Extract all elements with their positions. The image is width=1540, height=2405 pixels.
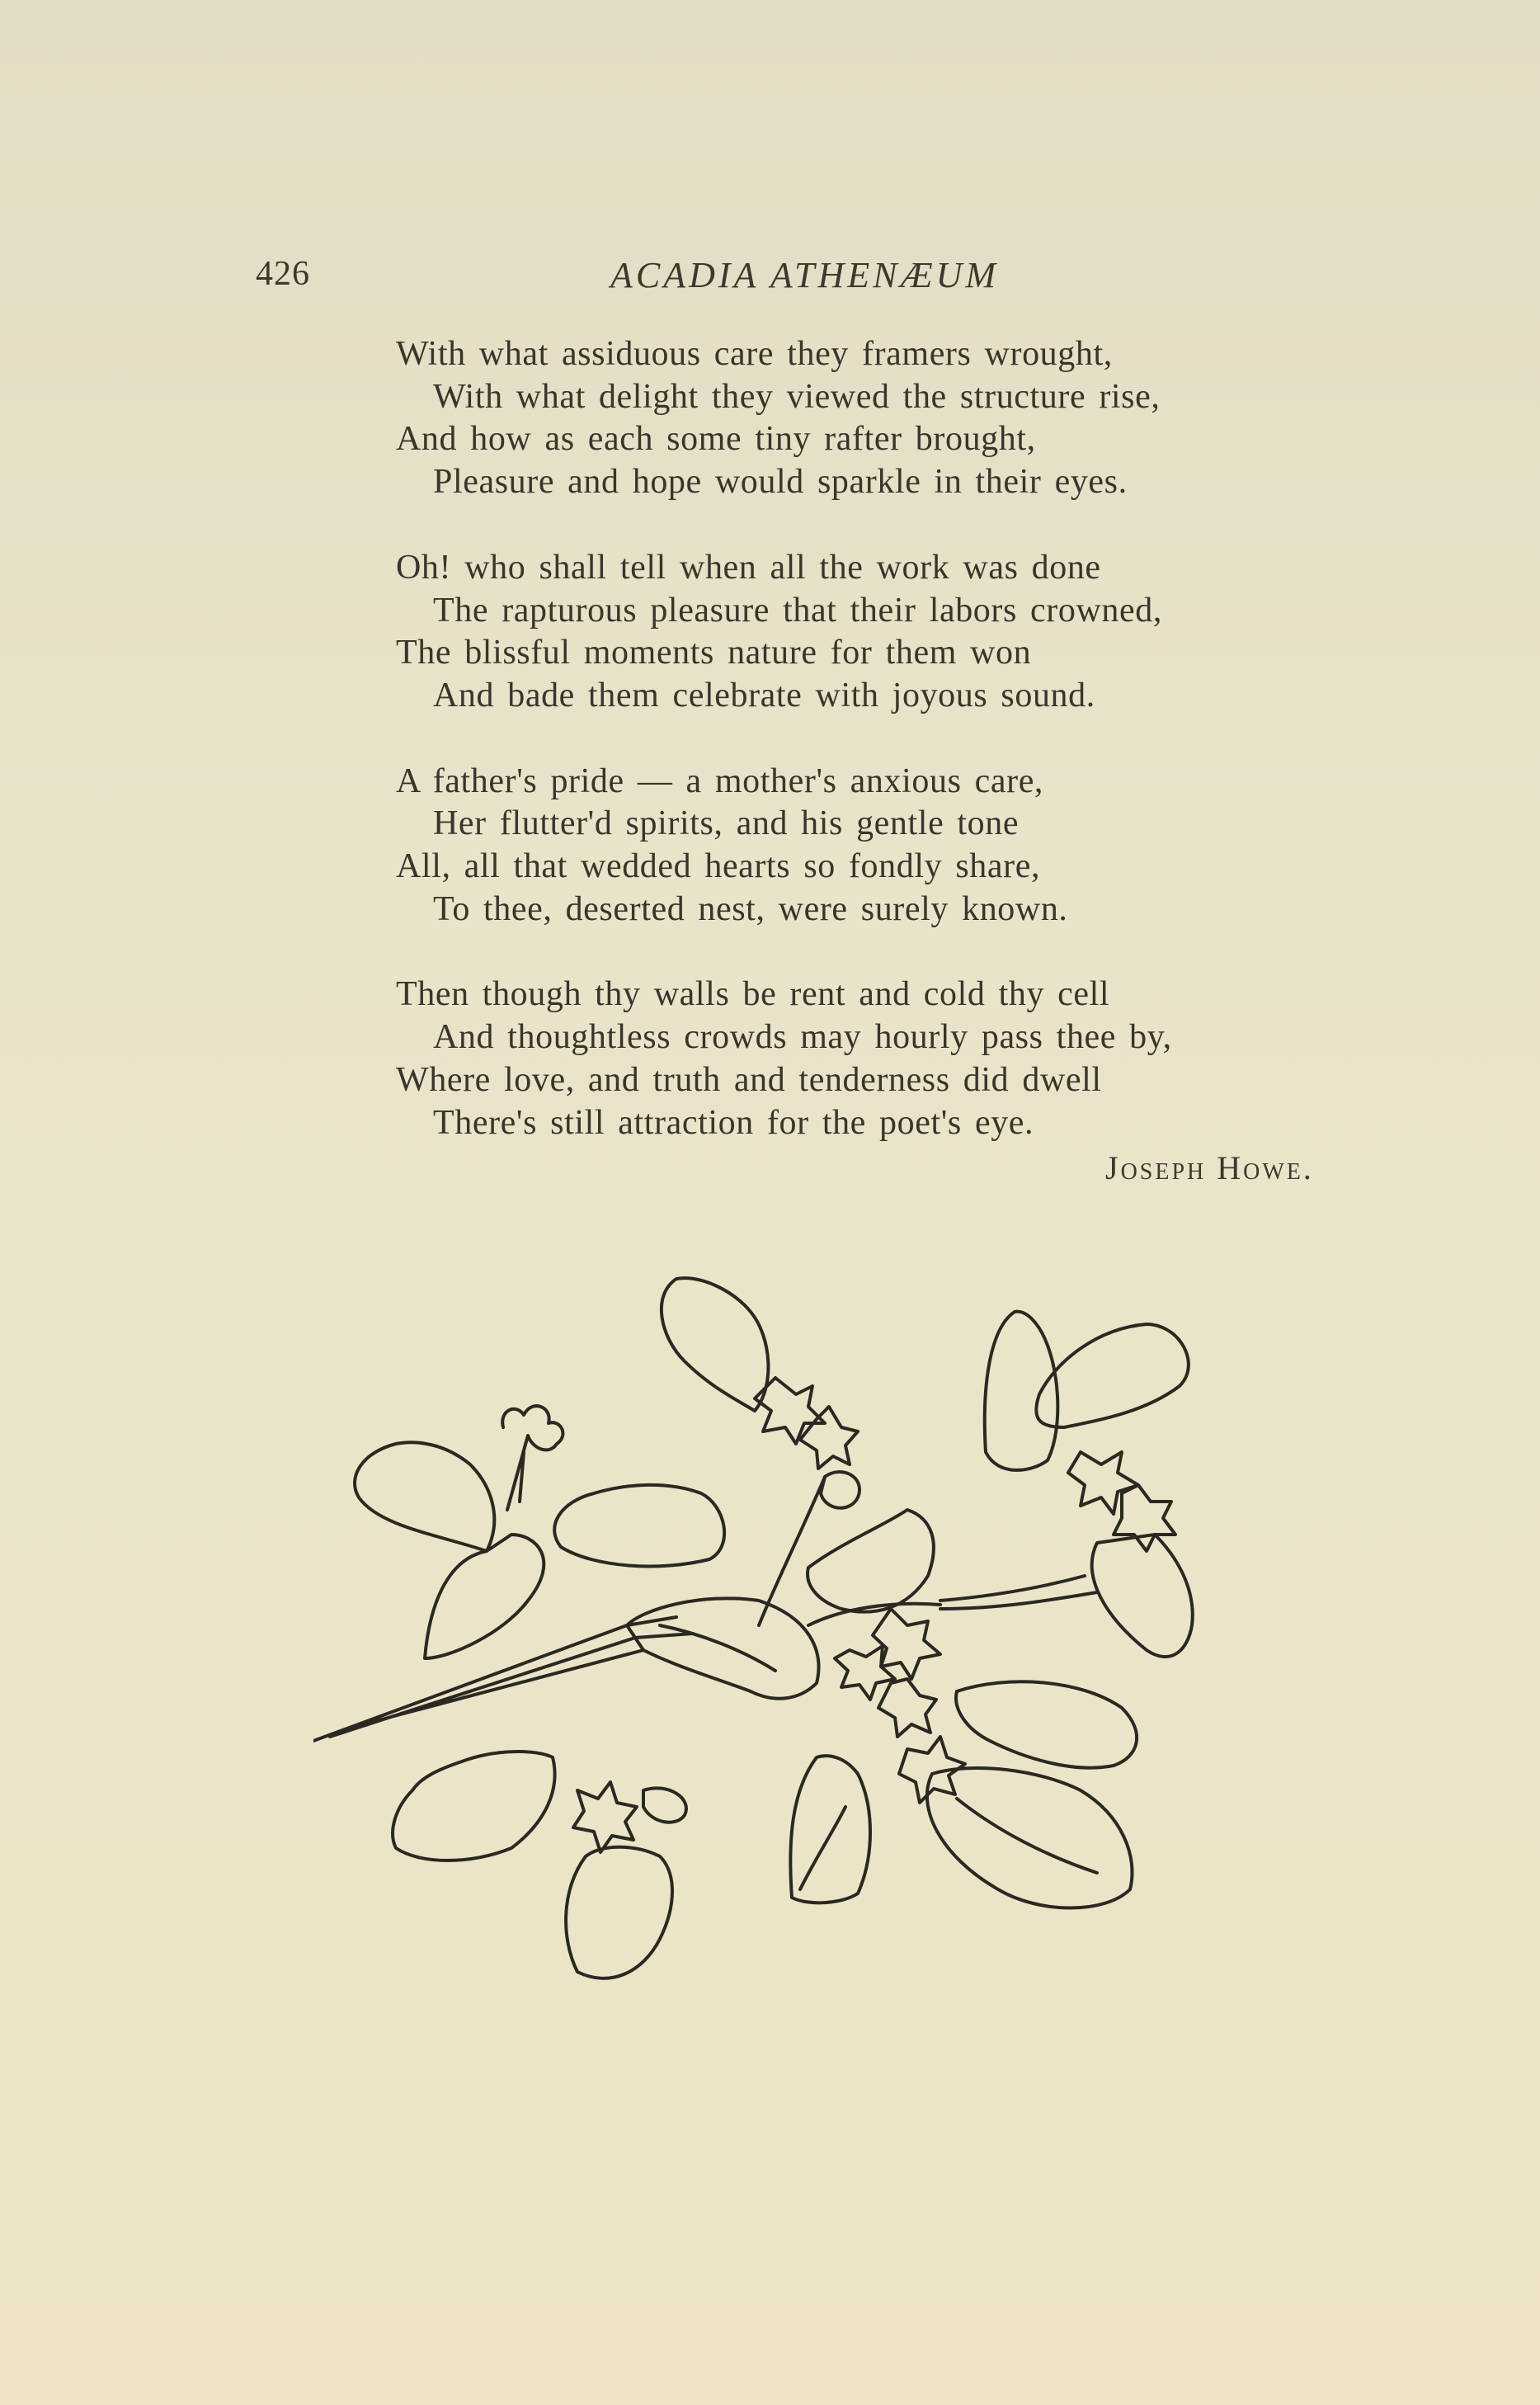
flower: [821, 1472, 859, 1508]
leaf: [355, 1442, 494, 1551]
poem-line: Then though thy walls be rent and cold thy cell: [396, 975, 1110, 1014]
poem-line: Pleasure and hope would sparkle in their eyes.: [433, 463, 1128, 502]
flower: [755, 1378, 825, 1444]
stanza-4: [396, 974, 1369, 1144]
stanza-2: [396, 547, 1369, 718]
poem-author: Joseph Howe.: [1105, 1149, 1314, 1186]
leaf: [985, 1312, 1058, 1470]
leaf: [662, 1278, 769, 1411]
poem-line: With what assiduous care they framers wrought,: [396, 335, 1113, 373]
flower: [899, 1737, 965, 1803]
poem-line: And how as each some tiny rafter brought,: [396, 420, 1036, 459]
poem-line: The rapturous pleasure that their labors crowned,: [433, 591, 1162, 630]
stanza-1: [396, 333, 1369, 504]
leaf: [627, 1598, 818, 1698]
stanza-3: [396, 761, 1369, 931]
branch-stem: [313, 1617, 693, 1741]
poem-line: Her flutter'd spirits, and his gentle tone: [433, 804, 1020, 843]
flower: [643, 1788, 686, 1822]
poem-line: With what delight they viewed the structure rise,: [433, 377, 1161, 416]
running-title: ACADIA ATHENÆUM: [610, 255, 1000, 295]
leaf: [790, 1756, 870, 1903]
leaf: [425, 1535, 544, 1658]
poem-line: A father's pride — a mother's anxious care,: [396, 762, 1044, 800]
branch-stem: [759, 1477, 940, 1625]
poem-line: And thoughtless crowds may hourly pass thee by,: [433, 1018, 1172, 1057]
poem-line: To thee, deserted nest, were surely known.: [433, 889, 1068, 928]
poem-line: Where love, and truth and tenderness did dwell: [396, 1060, 1102, 1099]
flower: [1068, 1452, 1138, 1514]
flower: [1114, 1485, 1175, 1551]
bud: [502, 1406, 563, 1510]
page-number: 426: [256, 255, 310, 293]
leaf: [808, 1510, 934, 1612]
branch-stem: [940, 1576, 1097, 1609]
leaf: [1092, 1535, 1193, 1657]
flower: [878, 1679, 936, 1737]
flower: [573, 1782, 637, 1852]
leaf: [927, 1768, 1133, 1908]
poem-line: The blissful moments nature for them won: [396, 634, 1032, 672]
leaf: [393, 1752, 554, 1860]
leaf: [956, 1681, 1137, 1767]
leaf: [554, 1485, 724, 1567]
poem-line: There's still attraction for the poet's eye.: [433, 1103, 1034, 1142]
poem-line: And bade them celebrate with joyous sound.: [433, 676, 1095, 714]
apple-blossom-illustration-icon: [313, 1262, 1336, 2005]
poem-line: All, all that wedded hearts so fondly share,: [396, 847, 1041, 886]
poem-line: Oh! who shall tell when all the work was done: [396, 548, 1101, 587]
poem: [396, 333, 1369, 1187]
leaf: [566, 1847, 672, 1978]
flower: [800, 1407, 858, 1469]
